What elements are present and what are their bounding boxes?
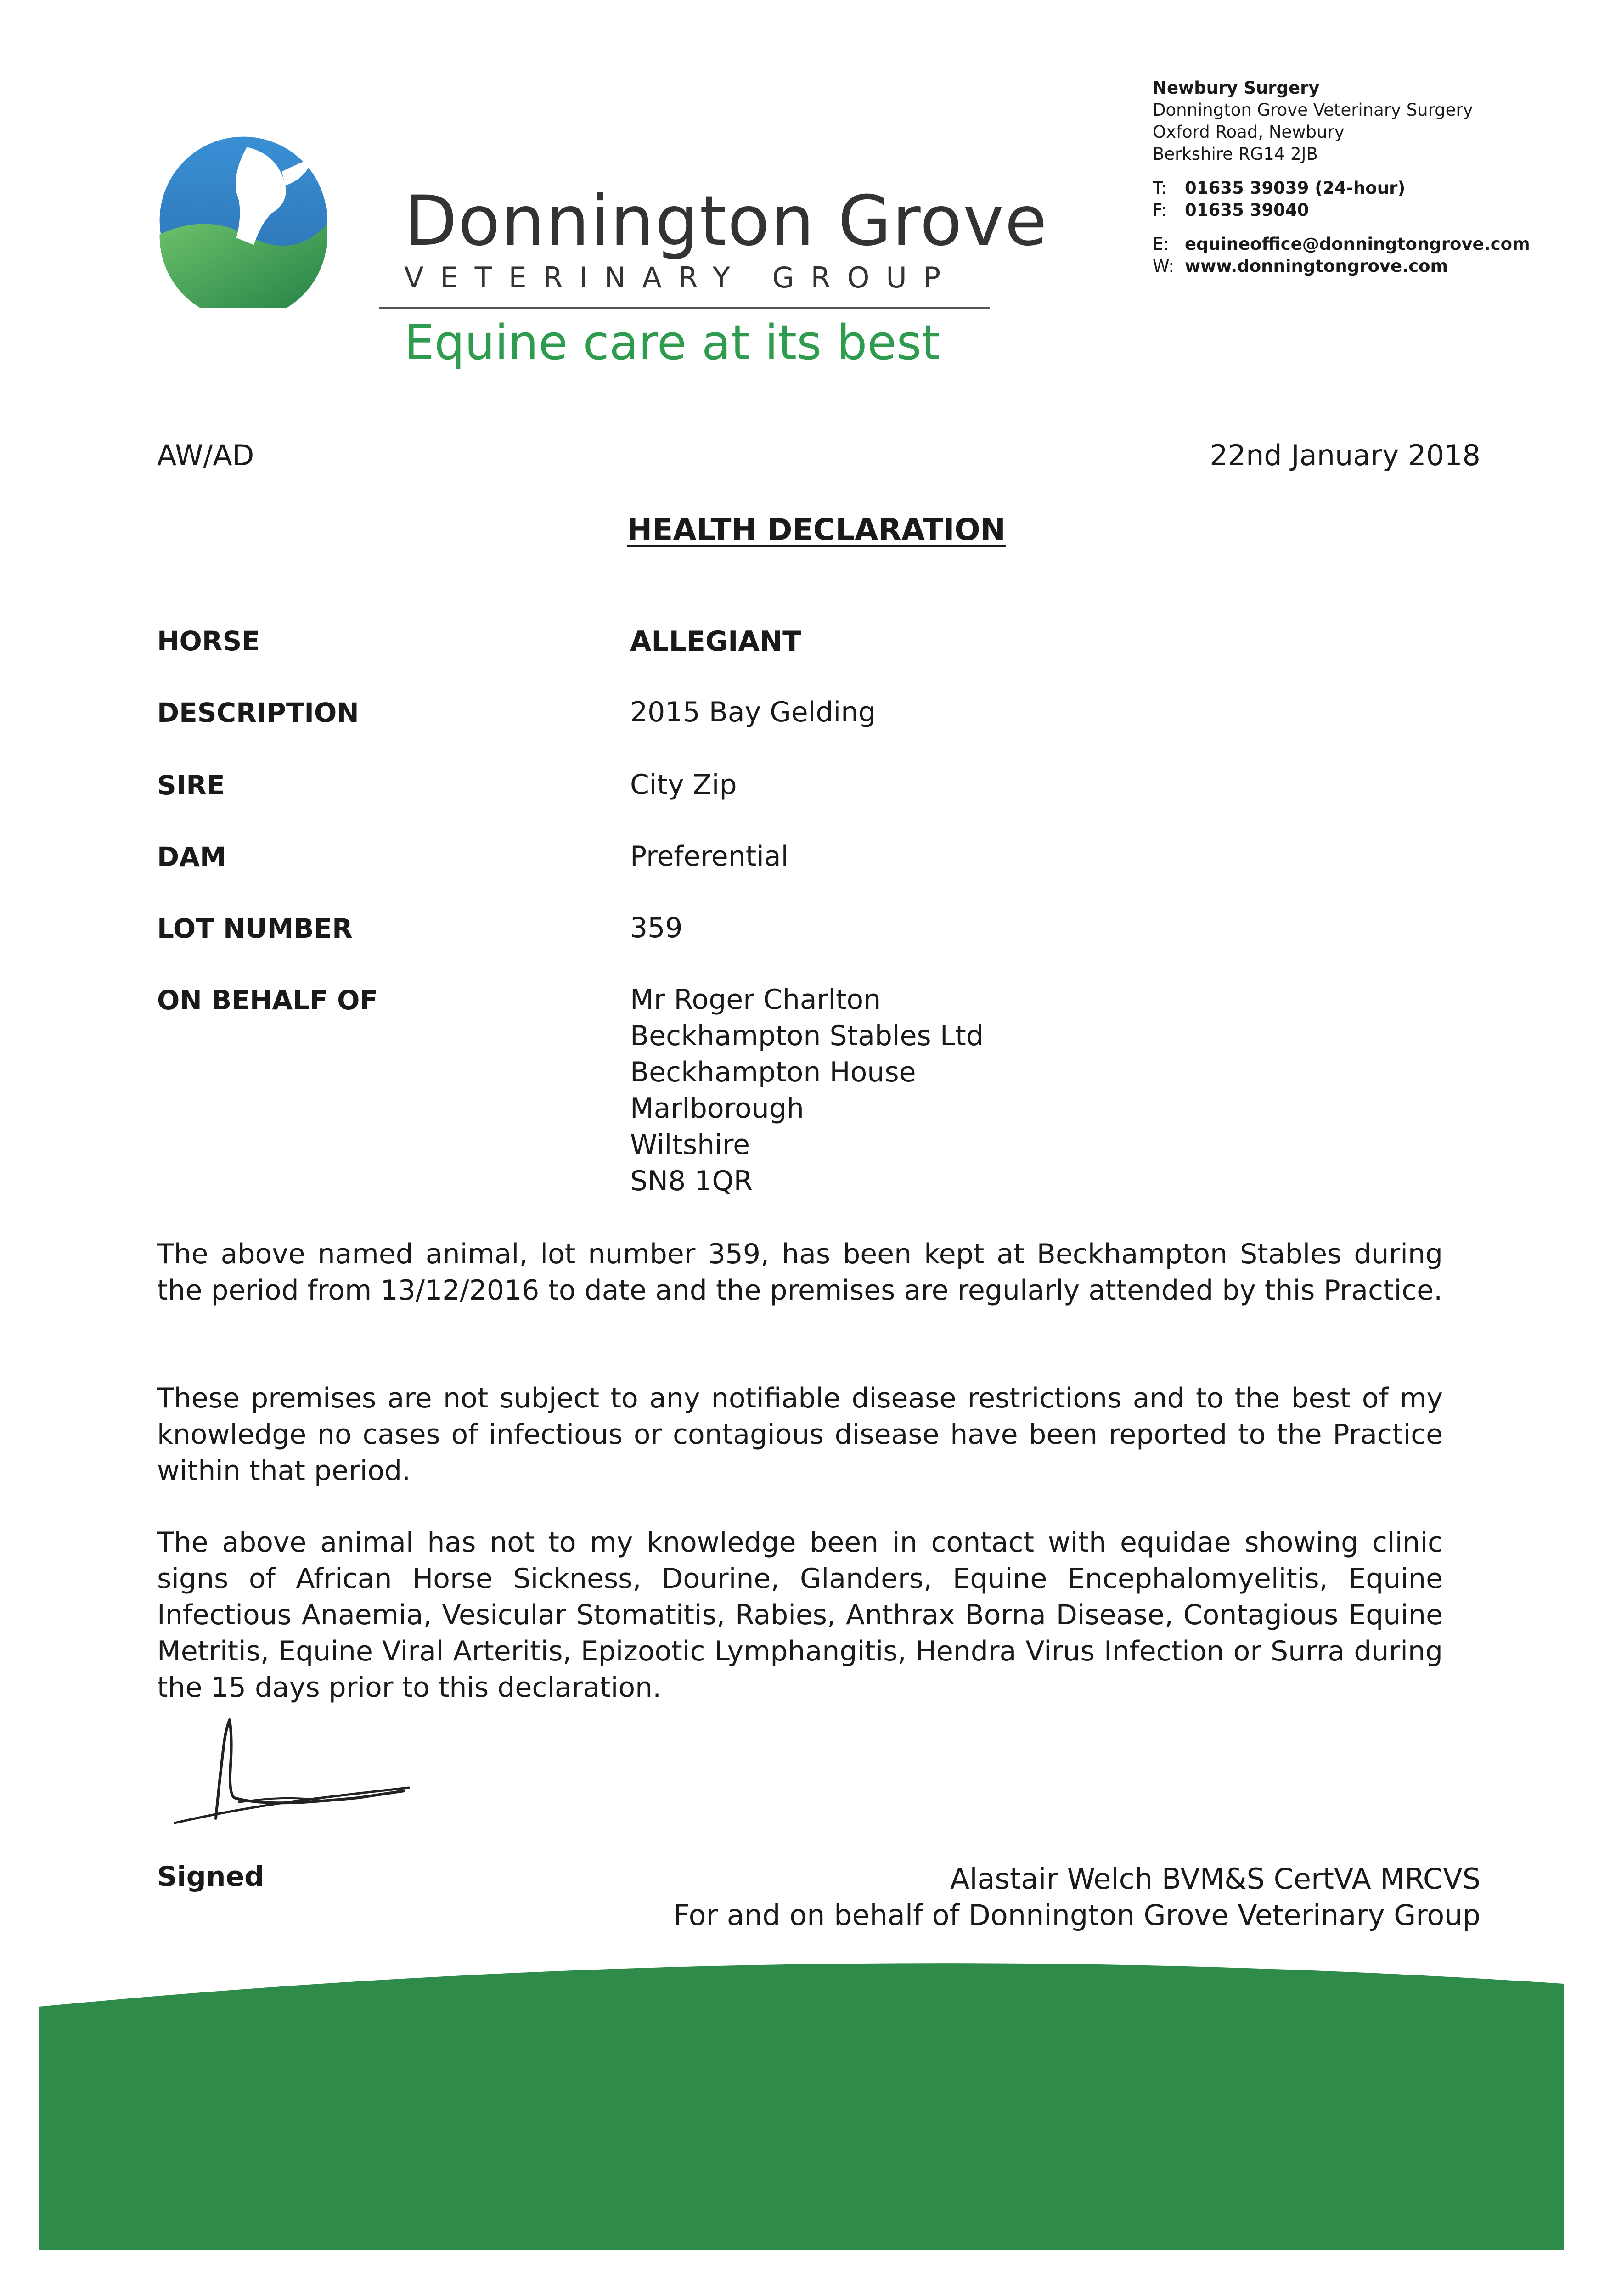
surgery-name: Newbury Surgery: [1153, 78, 1320, 98]
address-line: SN8 1QR: [630, 1165, 753, 1197]
lot-number-label: LOT NUMBER: [157, 913, 353, 944]
contact-block: [1153, 77, 1530, 277]
email-row: [1153, 233, 1530, 255]
fax-number: 01635 39040: [1185, 200, 1309, 220]
dam-label: DAM: [157, 841, 226, 872]
fax-row: [1153, 199, 1530, 221]
sire-value: City Zip: [630, 769, 737, 801]
brand-divider: [379, 307, 990, 309]
document-title: HEALTH DECLARATION: [627, 512, 1006, 547]
description-label: DESCRIPTION: [157, 697, 359, 728]
address-line: Mr Roger Charlton: [630, 984, 881, 1016]
address-line: Wiltshire: [630, 1129, 750, 1161]
email-label: E:: [1153, 234, 1169, 254]
signer-block: [673, 1861, 1481, 1933]
horse-label: HORSE: [157, 625, 260, 657]
web-row: [1153, 255, 1530, 277]
address-line: Donnington Grove Veterinary Surgery: [1153, 100, 1473, 120]
declaration-paragraph: These premises are not subject to any notifiable disease restrictions and to the best of my knowledge no cases of infectious or contagious disease have been reported to the Practice within that period.: [157, 1382, 1443, 1487]
footer-band: [39, 1952, 1564, 2250]
address-line: Beckhampton House: [630, 1056, 916, 1088]
signer-organisation: For and on behalf of Donnington Grove Veterinary Group: [673, 1898, 1481, 1932]
lot-number-value: 359: [630, 912, 683, 944]
on-behalf-of-label: ON BEHALF OF: [157, 985, 378, 1016]
declaration-paragraph: The above named animal, lot number 359, has been kept at Beckhampton Stables during the period from 13/12/2016 to date and the premises are regularly attended by this Practice.: [157, 1238, 1443, 1306]
letter-reference: AW/AD: [157, 439, 254, 472]
brand-name: Donnington Grove: [404, 181, 1048, 261]
phone-label: T:: [1153, 178, 1167, 198]
phone-number[interactable]: 01635 39039 (24-hour): [1185, 178, 1406, 198]
address-line: Berkshire RG14 2JB: [1153, 144, 1318, 164]
horse-head-logo-icon: [156, 133, 331, 308]
description-value: 2015 Bay Gelding: [630, 696, 876, 728]
phone-row: [1153, 177, 1530, 199]
address-line: Beckhampton Stables Ltd: [630, 1020, 984, 1052]
web-label: W:: [1153, 256, 1174, 276]
brand-tagline: Equine care at its best: [404, 315, 940, 371]
signed-label: Signed: [157, 1861, 265, 1893]
brand-group: VETERINARY GROUP: [404, 261, 957, 294]
signature-image: [165, 1711, 422, 1830]
fax-label: F:: [1153, 200, 1167, 220]
on-behalf-of-address: [630, 982, 984, 1199]
email-link[interactable]: equineoffice@donningtongrove.com: [1185, 234, 1530, 254]
sire-label: SIRE: [157, 770, 225, 801]
signer-name: Alastair Welch BVM&S CertVA MRCVS: [950, 1862, 1481, 1896]
web-link[interactable]: www.donningtongrove.com: [1185, 256, 1448, 276]
declaration-paragraph: The above animal has not to my knowledge been in contact with equidae showing clinic signs of African Horse Sickness, Dourine, Glanders, Equine Encephalomyelitis, Equine Infectious Anaemia, Vesicular Stomatitis, Rabies, Anthrax Borna Disease, Contagious Equine Metritis, Equine Viral Arteritis, Epizootic Lymphangitis, Hendra Virus Infection or Surra during the 15 days prior to this declaration.: [157, 1526, 1443, 1704]
dam-value: Preferential: [630, 840, 789, 872]
letter-date: 22nd January 2018: [1210, 439, 1481, 472]
horse-value: ALLEGIANT: [630, 625, 802, 658]
address-line: Oxford Road, Newbury: [1153, 122, 1345, 142]
address-line: Marlborough: [630, 1092, 804, 1125]
